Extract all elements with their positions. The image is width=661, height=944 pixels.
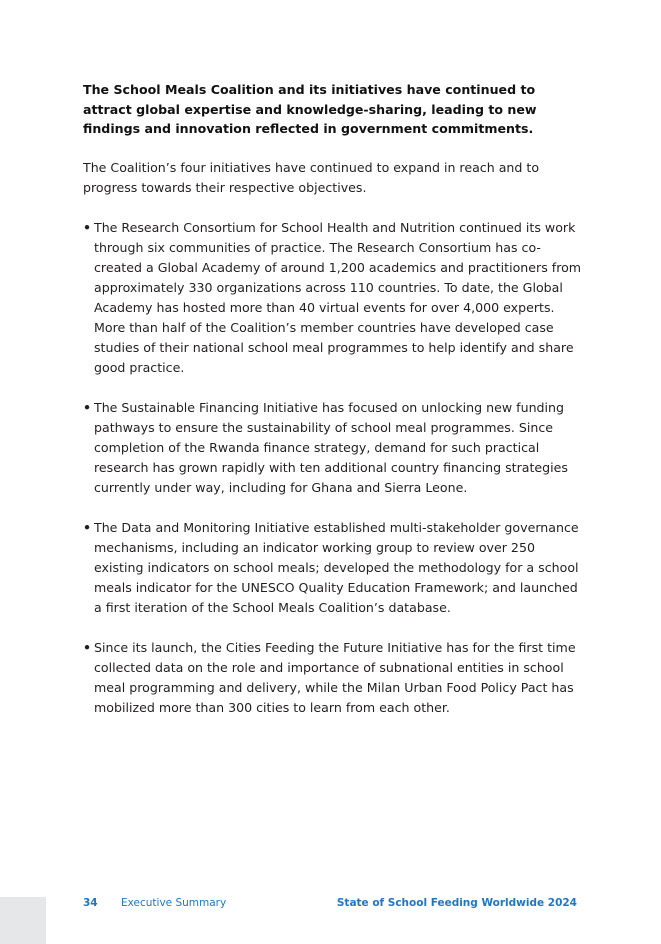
list-item	[83, 518, 583, 618]
main-content	[83, 80, 583, 738]
list-item	[83, 218, 583, 378]
list-item-text: The Data and Monitoring Initiative established multi-stakeholder governance mechanisms, including an indicator working group to review over 250 existing indicators on school meals; developed the methodology for a school meals indicator for the UNESCO Quality Education Framework; and launched a first iteration of the School Meals Coalition’s database.	[94, 519, 579, 615]
intro-paragraph: The Coalition’s four initiatives have continued to expand in reach and to progress towards their respective objectives.	[83, 159, 540, 195]
list-item-text: The Sustainable Financing Initiative has focused on unlocking new funding pathways to ensure the sustainability of school meal programmes. Since completion of the Rwanda finance strategy, demand for such practical research has grown rapidly with ten additional country financing strategies currently under way, including for Ghana and Sierra Leone.	[94, 399, 568, 495]
footer-document-title: State of School Feeding Worldwide 2024	[336, 897, 577, 909]
bullet-icon: •	[83, 399, 92, 415]
footer-corner-block	[0, 897, 46, 944]
list-item-text: Since its launch, the Cities Feeding the Future Initiative has for the first time collected data on the role and importance of subnational entities in school meal programming and delivery, while the Milan Urban Food Policy Pact has mobilized more than 300 cities to learn from each other.	[94, 639, 576, 715]
page-number: 34	[83, 897, 98, 909]
list-item-text: The Research Consortium for School Health and Nutrition continued its work through six communities of practice. The Research Consortium has co-created a Global Academy of around 1,200 academics and practitioners from approximately 330 organizations across 110 countries. To date, the Global Academy has hosted more than 40 virtual events for over 4,000 experts. More than half of the Coalition’s member countries have developed case studies of their national school meal programmes to help identify and share good practice.	[94, 219, 582, 375]
bullet-icon: •	[83, 519, 92, 535]
bullet-icon: •	[83, 219, 92, 235]
footer-section-title: Executive Summary	[121, 897, 227, 909]
list-item	[83, 398, 583, 498]
list-item	[83, 638, 583, 718]
bullet-icon: •	[83, 639, 92, 655]
initiatives-list	[83, 218, 583, 718]
lead-paragraph: The School Meals Coalition and its initiatives have continued to attract global expertise and knowledge-sharing, leading to new findings and innovation reflected in government commitments.	[83, 82, 537, 136]
